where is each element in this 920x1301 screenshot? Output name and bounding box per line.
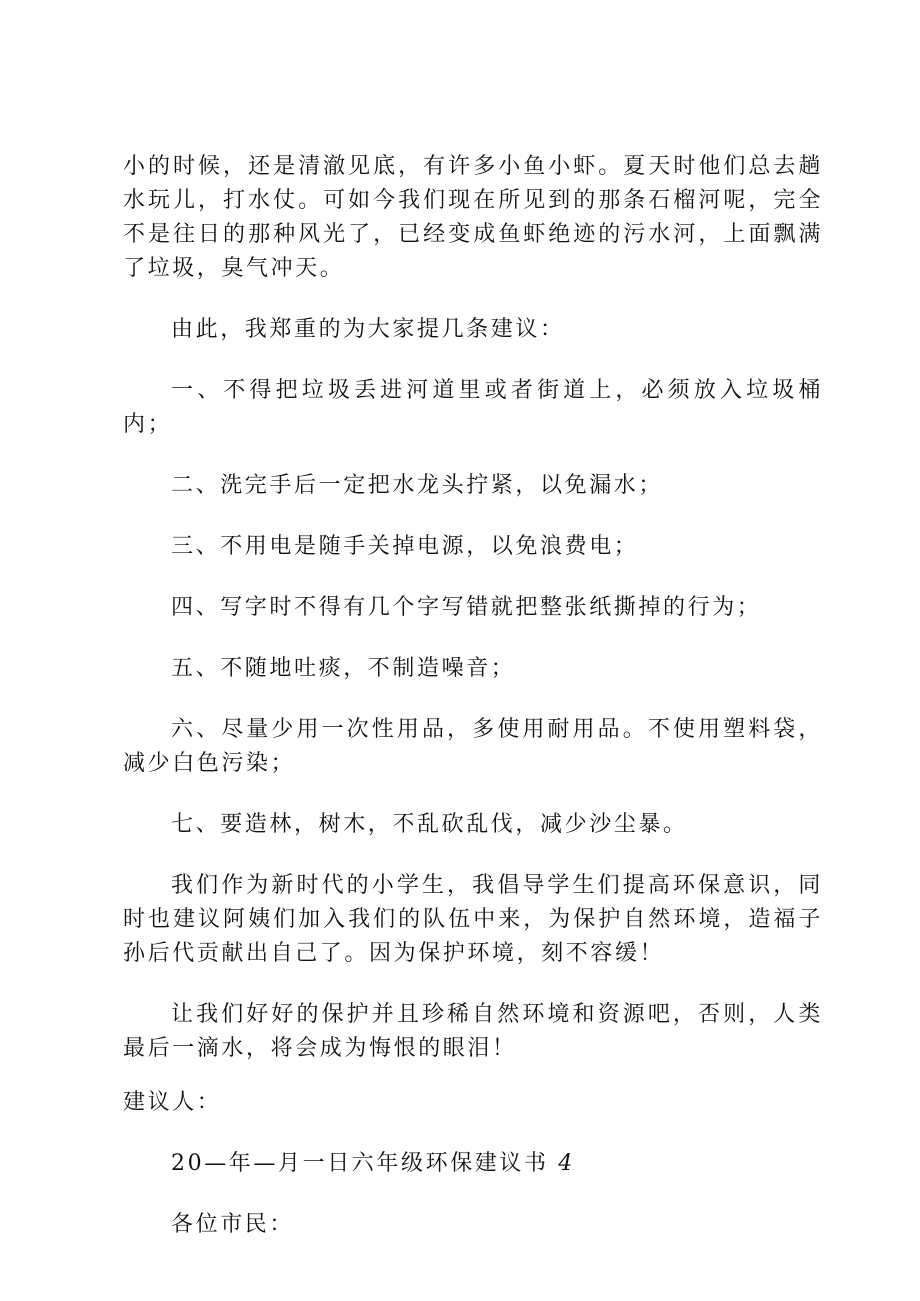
suggestion-item-2: 二、洗完手后一定把水龙头拧紧，以免漏水； <box>171 473 664 498</box>
document-body <box>123 150 823 1242</box>
paragraph-closing: 让我们好好的保护并且珍稀自然环境和资源吧，否则，人类最后一滴水，将会成为悔恨的眼泪！ <box>123 1002 823 1061</box>
section-heading-text: 20—年—月一日六年级环保建议书 <box>171 1151 549 1176</box>
section-heading <box>123 1147 823 1181</box>
suggestion-item-6: 六、尽量少用一次性用品，多使用耐用品。不使用塑料袋，减少白色污染； <box>123 717 823 776</box>
signature-label: 建议人： <box>123 1090 222 1115</box>
salutation: 各位市民： <box>171 1212 295 1237</box>
section-heading-number: 4 <box>558 1151 575 1176</box>
suggestion-item-5: 五、不随地吐痰，不制造噪音； <box>171 656 516 681</box>
paragraph-suggestions-intro: 由此，我郑重的为大家提几条建议： <box>171 317 565 342</box>
suggestion-item-4: 四、写字时不得有几个字写错就把整张纸撕掉的行为； <box>171 595 762 620</box>
suggestion-item-3: 三、不用电是随手关掉电源，以免浪费电； <box>171 534 639 559</box>
suggestion-item-1: 一、不得把垃圾丢进河道里或者街道上，必须放入垃圾桶内； <box>123 378 823 437</box>
paragraph-call-to-action: 我们作为新时代的小学生，我倡导学生们提高环保意识，同时也建议阿姨们加入我们的队伍中来，为保护自然环境，造福子孙后代贡献出自己了。因为保护环境，刻不容缓！ <box>123 873 823 966</box>
suggestion-item-7: 七、要造林，树木，不乱砍乱伐，减少沙尘暴。 <box>171 812 688 837</box>
paragraph-river-description: 小的时候，还是清澈见底，有许多小鱼小虾。夏天时他们总去趟水玩儿，打水仗。可如今我们现在所见到的那条石榴河呢，完全不是往日的那种风光了，已经变成鱼虾绝迹的污水河，上面飘满了垃圾，臭气冲天。 <box>123 154 823 281</box>
